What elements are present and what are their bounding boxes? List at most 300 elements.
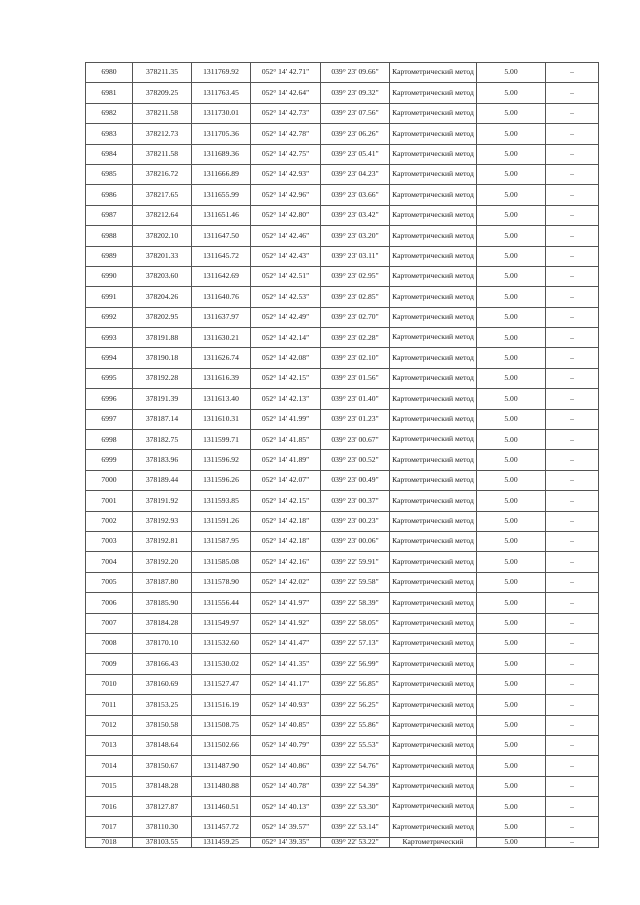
longitude-cell: 039° 22' 58.05" — [321, 613, 390, 633]
point-number-cell: 6995 — [86, 368, 133, 388]
note-cell: – — [546, 552, 599, 572]
point-number-cell: 6981 — [86, 83, 133, 103]
x-coordinate-cell: 378189.44 — [133, 470, 192, 490]
note-cell: – — [546, 409, 599, 429]
point-number-cell: 7015 — [86, 776, 133, 796]
longitude-cell: 039° 22' 58.39" — [321, 593, 390, 613]
x-coordinate-cell: 378212.73 — [133, 124, 192, 144]
x-coordinate-cell: 378191.39 — [133, 389, 192, 409]
point-number-cell: 7014 — [86, 756, 133, 776]
latitude-cell: 052° 14' 42.08" — [251, 348, 321, 368]
x-coordinate-cell: 378216.72 — [133, 164, 192, 184]
method-cell: Картометрический метод — [390, 287, 477, 307]
y-coordinate-cell: 1311459.25 — [192, 837, 251, 847]
latitude-cell: 052° 14' 40.78" — [251, 776, 321, 796]
latitude-cell: 052° 14' 40.79" — [251, 735, 321, 755]
note-cell: – — [546, 368, 599, 388]
x-coordinate-cell: 378148.64 — [133, 735, 192, 755]
latitude-cell: 052° 14' 42.15" — [251, 368, 321, 388]
y-coordinate-cell: 1311556.44 — [192, 593, 251, 613]
table-row — [86, 409, 599, 429]
y-coordinate-cell: 1311655.99 — [192, 185, 251, 205]
point-number-cell: 6991 — [86, 287, 133, 307]
table-row — [86, 389, 599, 409]
point-number-cell: 6984 — [86, 144, 133, 164]
accuracy-cell: 5.00 — [477, 837, 546, 847]
accuracy-cell: 5.00 — [477, 409, 546, 429]
accuracy-cell: 5.00 — [477, 613, 546, 633]
point-number-cell: 7003 — [86, 531, 133, 551]
method-cell: Картометрический метод — [390, 409, 477, 429]
note-cell: – — [546, 430, 599, 450]
note-cell: – — [546, 593, 599, 613]
point-number-cell: 7009 — [86, 654, 133, 674]
longitude-cell: 039° 22' 56.25" — [321, 695, 390, 715]
coordinates-table-container — [85, 62, 598, 848]
x-coordinate-cell: 378110.30 — [133, 817, 192, 837]
y-coordinate-cell: 1311651.46 — [192, 205, 251, 225]
accuracy-cell: 5.00 — [477, 450, 546, 470]
longitude-cell: 039° 22' 54.76" — [321, 756, 390, 776]
x-coordinate-cell: 378187.14 — [133, 409, 192, 429]
latitude-cell: 052° 14' 42.15" — [251, 491, 321, 511]
point-number-cell: 6986 — [86, 185, 133, 205]
note-cell: – — [546, 511, 599, 531]
y-coordinate-cell: 1311549.97 — [192, 613, 251, 633]
longitude-cell: 039° 23' 02.70" — [321, 307, 390, 327]
point-number-cell: 7002 — [86, 511, 133, 531]
method-cell: Картометрический метод — [390, 593, 477, 613]
x-coordinate-cell: 378211.35 — [133, 63, 192, 83]
note-cell: – — [546, 328, 599, 348]
latitude-cell: 052° 14' 42.02" — [251, 572, 321, 592]
method-cell: Картометрический метод — [390, 328, 477, 348]
note-cell: – — [546, 572, 599, 592]
table-row — [86, 654, 599, 674]
y-coordinate-cell: 1311596.92 — [192, 450, 251, 470]
table-row — [86, 450, 599, 470]
x-coordinate-cell: 378192.28 — [133, 368, 192, 388]
point-number-cell: 7000 — [86, 470, 133, 490]
longitude-cell: 039° 23' 03.20" — [321, 226, 390, 246]
latitude-cell: 052° 14' 41.89" — [251, 450, 321, 470]
method-cell: Картометрический метод — [390, 430, 477, 450]
method-cell: Картометрический метод — [390, 450, 477, 470]
longitude-cell: 039° 23' 02.28" — [321, 328, 390, 348]
latitude-cell: 052° 14' 42.71" — [251, 63, 321, 83]
latitude-cell: 052° 14' 41.17" — [251, 674, 321, 694]
note-cell: – — [546, 63, 599, 83]
x-coordinate-cell: 378103.55 — [133, 837, 192, 847]
note-cell: – — [546, 389, 599, 409]
table-row — [86, 797, 599, 817]
table-row — [86, 817, 599, 837]
note-cell: – — [546, 837, 599, 847]
accuracy-cell: 5.00 — [477, 63, 546, 83]
x-coordinate-cell: 378212.64 — [133, 205, 192, 225]
table-row — [86, 491, 599, 511]
method-cell: Картометрический метод — [390, 817, 477, 837]
table-row — [86, 307, 599, 327]
latitude-cell: 052° 14' 42.49" — [251, 307, 321, 327]
latitude-cell: 052° 14' 39.57" — [251, 817, 321, 837]
y-coordinate-cell: 1311642.69 — [192, 266, 251, 286]
note-cell: – — [546, 348, 599, 368]
accuracy-cell: 5.00 — [477, 389, 546, 409]
note-cell: – — [546, 287, 599, 307]
x-coordinate-cell: 378187.80 — [133, 572, 192, 592]
longitude-cell: 039° 23' 01.40" — [321, 389, 390, 409]
latitude-cell: 052° 14' 42.80" — [251, 205, 321, 225]
x-coordinate-cell: 378150.58 — [133, 715, 192, 735]
latitude-cell: 052° 14' 42.14" — [251, 328, 321, 348]
longitude-cell: 039° 22' 53.22" — [321, 837, 390, 847]
longitude-cell: 039° 23' 00.52" — [321, 450, 390, 470]
coordinates-table — [85, 62, 599, 848]
accuracy-cell: 5.00 — [477, 633, 546, 653]
longitude-cell: 039° 23' 00.49" — [321, 470, 390, 490]
method-cell: Картометрический метод — [390, 185, 477, 205]
accuracy-cell: 5.00 — [477, 103, 546, 123]
note-cell: – — [546, 226, 599, 246]
note-cell: – — [546, 246, 599, 266]
longitude-cell: 039° 23' 00.06" — [321, 531, 390, 551]
y-coordinate-cell: 1311585.08 — [192, 552, 251, 572]
latitude-cell: 052° 14' 40.86" — [251, 756, 321, 776]
note-cell: – — [546, 491, 599, 511]
latitude-cell: 052° 14' 41.47" — [251, 633, 321, 653]
table-row — [86, 185, 599, 205]
x-coordinate-cell: 378191.92 — [133, 491, 192, 511]
note-cell: – — [546, 185, 599, 205]
table-row — [86, 593, 599, 613]
y-coordinate-cell: 1311532.60 — [192, 633, 251, 653]
point-number-cell: 6989 — [86, 246, 133, 266]
longitude-cell: 039° 23' 09.66" — [321, 63, 390, 83]
method-cell: Картометрический метод — [390, 164, 477, 184]
point-number-cell: 7004 — [86, 552, 133, 572]
point-number-cell: 6994 — [86, 348, 133, 368]
longitude-cell: 039° 23' 01.56" — [321, 368, 390, 388]
point-number-cell: 7006 — [86, 593, 133, 613]
method-cell: Картометрический метод — [390, 552, 477, 572]
point-number-cell: 7011 — [86, 695, 133, 715]
point-number-cell: 7010 — [86, 674, 133, 694]
method-cell: Картометрический метод — [390, 715, 477, 735]
y-coordinate-cell: 1311616.39 — [192, 368, 251, 388]
longitude-cell: 039° 23' 09.32" — [321, 83, 390, 103]
method-cell: Картометрический метод — [390, 776, 477, 796]
latitude-cell: 052° 14' 41.85" — [251, 430, 321, 450]
y-coordinate-cell: 1311587.95 — [192, 531, 251, 551]
x-coordinate-cell: 378211.58 — [133, 144, 192, 164]
table-row — [86, 328, 599, 348]
accuracy-cell: 5.00 — [477, 511, 546, 531]
y-coordinate-cell: 1311630.21 — [192, 328, 251, 348]
longitude-cell: 039° 22' 57.13" — [321, 633, 390, 653]
method-cell: Картометрический метод — [390, 491, 477, 511]
note-cell: – — [546, 266, 599, 286]
longitude-cell: 039° 23' 02.85" — [321, 287, 390, 307]
table-row — [86, 776, 599, 796]
method-cell: Картометрический метод — [390, 368, 477, 388]
method-cell: Картометрический метод — [390, 695, 477, 715]
table-row — [86, 63, 599, 83]
latitude-cell: 052° 14' 42.13" — [251, 389, 321, 409]
method-cell: Картометрический метод — [390, 674, 477, 694]
method-cell: Картометрический метод — [390, 348, 477, 368]
x-coordinate-cell: 378185.90 — [133, 593, 192, 613]
accuracy-cell: 5.00 — [477, 368, 546, 388]
x-coordinate-cell: 378148.28 — [133, 776, 192, 796]
note-cell: – — [546, 695, 599, 715]
y-coordinate-cell: 1311530.02 — [192, 654, 251, 674]
y-coordinate-cell: 1311460.51 — [192, 797, 251, 817]
accuracy-cell: 5.00 — [477, 470, 546, 490]
point-number-cell: 7016 — [86, 797, 133, 817]
note-cell: – — [546, 674, 599, 694]
accuracy-cell: 5.00 — [477, 124, 546, 144]
x-coordinate-cell: 378201.33 — [133, 246, 192, 266]
method-cell: Картометрический метод — [390, 511, 477, 531]
y-coordinate-cell: 1311769.92 — [192, 63, 251, 83]
point-number-cell: 7005 — [86, 572, 133, 592]
table-row — [86, 164, 599, 184]
longitude-cell: 039° 23' 02.95" — [321, 266, 390, 286]
y-coordinate-cell: 1311645.72 — [192, 246, 251, 266]
accuracy-cell: 5.00 — [477, 348, 546, 368]
y-coordinate-cell: 1311516.19 — [192, 695, 251, 715]
point-number-cell: 6987 — [86, 205, 133, 225]
x-coordinate-cell: 378209.25 — [133, 83, 192, 103]
note-cell: – — [546, 735, 599, 755]
y-coordinate-cell: 1311593.85 — [192, 491, 251, 511]
accuracy-cell: 5.00 — [477, 185, 546, 205]
y-coordinate-cell: 1311502.66 — [192, 735, 251, 755]
y-coordinate-cell: 1311508.75 — [192, 715, 251, 735]
latitude-cell: 052° 14' 41.92" — [251, 613, 321, 633]
longitude-cell: 039° 23' 03.11" — [321, 246, 390, 266]
method-cell: Картометрический метод — [390, 246, 477, 266]
table-row — [86, 83, 599, 103]
latitude-cell: 052° 14' 42.64" — [251, 83, 321, 103]
latitude-cell: 052° 14' 42.16" — [251, 552, 321, 572]
x-coordinate-cell: 378192.81 — [133, 531, 192, 551]
y-coordinate-cell: 1311591.26 — [192, 511, 251, 531]
accuracy-cell: 5.00 — [477, 776, 546, 796]
latitude-cell: 052° 14' 42.18" — [251, 511, 321, 531]
x-coordinate-cell: 378184.28 — [133, 613, 192, 633]
note-cell: – — [546, 756, 599, 776]
y-coordinate-cell: 1311666.89 — [192, 164, 251, 184]
table-row — [86, 531, 599, 551]
y-coordinate-cell: 1311640.76 — [192, 287, 251, 307]
longitude-cell: 039° 23' 03.66" — [321, 185, 390, 205]
note-cell: – — [546, 531, 599, 551]
accuracy-cell: 5.00 — [477, 83, 546, 103]
x-coordinate-cell: 378204.26 — [133, 287, 192, 307]
longitude-cell: 039° 23' 02.10" — [321, 348, 390, 368]
table-row — [86, 470, 599, 490]
latitude-cell: 052° 14' 42.43" — [251, 246, 321, 266]
y-coordinate-cell: 1311689.36 — [192, 144, 251, 164]
method-cell: Картометрический метод — [390, 470, 477, 490]
longitude-cell: 039° 22' 55.53" — [321, 735, 390, 755]
table-row — [86, 266, 599, 286]
table-row — [86, 633, 599, 653]
x-coordinate-cell: 378191.88 — [133, 328, 192, 348]
note-cell: – — [546, 633, 599, 653]
longitude-cell: 039° 22' 55.86" — [321, 715, 390, 735]
latitude-cell: 052° 14' 41.97" — [251, 593, 321, 613]
accuracy-cell: 5.00 — [477, 654, 546, 674]
y-coordinate-cell: 1311610.31 — [192, 409, 251, 429]
point-number-cell: 6993 — [86, 328, 133, 348]
method-cell: Картометрический метод — [390, 124, 477, 144]
longitude-cell: 039° 22' 56.99" — [321, 654, 390, 674]
latitude-cell: 052° 14' 39.35" — [251, 837, 321, 847]
note-cell: – — [546, 124, 599, 144]
latitude-cell: 052° 14' 42.93" — [251, 164, 321, 184]
longitude-cell: 039° 23' 05.41" — [321, 144, 390, 164]
x-coordinate-cell: 378153.25 — [133, 695, 192, 715]
accuracy-cell: 5.00 — [477, 593, 546, 613]
method-cell: Картометрический метод — [390, 83, 477, 103]
longitude-cell: 039° 23' 00.37" — [321, 491, 390, 511]
x-coordinate-cell: 378203.60 — [133, 266, 192, 286]
y-coordinate-cell: 1311613.40 — [192, 389, 251, 409]
point-number-cell: 6992 — [86, 307, 133, 327]
point-number-cell: 6990 — [86, 266, 133, 286]
latitude-cell: 052° 14' 41.35" — [251, 654, 321, 674]
method-cell: Картометрический метод — [390, 572, 477, 592]
longitude-cell: 039° 23' 04.23" — [321, 164, 390, 184]
note-cell: – — [546, 103, 599, 123]
table-row — [86, 287, 599, 307]
latitude-cell: 052° 14' 42.75" — [251, 144, 321, 164]
note-cell: – — [546, 715, 599, 735]
accuracy-cell: 5.00 — [477, 674, 546, 694]
table-row — [86, 695, 599, 715]
method-cell: Картометрический метод — [390, 797, 477, 817]
point-number-cell: 6999 — [86, 450, 133, 470]
table-row — [86, 674, 599, 694]
accuracy-cell: 5.00 — [477, 328, 546, 348]
point-number-cell: 6982 — [86, 103, 133, 123]
note-cell: – — [546, 83, 599, 103]
point-number-cell: 7018 — [86, 837, 133, 847]
longitude-cell: 039° 22' 53.30" — [321, 797, 390, 817]
latitude-cell: 052° 14' 42.73" — [251, 103, 321, 123]
x-coordinate-cell: 378211.58 — [133, 103, 192, 123]
x-coordinate-cell: 378202.95 — [133, 307, 192, 327]
point-number-cell: 7008 — [86, 633, 133, 653]
point-number-cell: 6985 — [86, 164, 133, 184]
point-number-cell: 6980 — [86, 63, 133, 83]
method-cell: Картометрический метод — [390, 531, 477, 551]
accuracy-cell: 5.00 — [477, 246, 546, 266]
x-coordinate-cell: 378192.93 — [133, 511, 192, 531]
latitude-cell: 052° 14' 42.46" — [251, 226, 321, 246]
table-row — [86, 430, 599, 450]
y-coordinate-cell: 1311578.90 — [192, 572, 251, 592]
table-row — [86, 144, 599, 164]
table-row — [86, 715, 599, 735]
y-coordinate-cell: 1311705.36 — [192, 124, 251, 144]
x-coordinate-cell: 378170.10 — [133, 633, 192, 653]
accuracy-cell: 5.00 — [477, 491, 546, 511]
longitude-cell: 039° 23' 07.56" — [321, 103, 390, 123]
accuracy-cell: 5.00 — [477, 205, 546, 225]
accuracy-cell: 5.00 — [477, 287, 546, 307]
method-cell: Картометрический — [390, 837, 477, 847]
table-row — [86, 735, 599, 755]
table-row — [86, 348, 599, 368]
accuracy-cell: 5.00 — [477, 307, 546, 327]
accuracy-cell: 5.00 — [477, 572, 546, 592]
y-coordinate-cell: 1311457.72 — [192, 817, 251, 837]
accuracy-cell: 5.00 — [477, 164, 546, 184]
y-coordinate-cell: 1311527.47 — [192, 674, 251, 694]
note-cell: – — [546, 654, 599, 674]
method-cell: Картометрический метод — [390, 63, 477, 83]
note-cell: – — [546, 776, 599, 796]
x-coordinate-cell: 378150.67 — [133, 756, 192, 776]
y-coordinate-cell: 1311599.71 — [192, 430, 251, 450]
note-cell: – — [546, 164, 599, 184]
longitude-cell: 039° 23' 00.23" — [321, 511, 390, 531]
x-coordinate-cell: 378190.18 — [133, 348, 192, 368]
method-cell: Картометрический метод — [390, 144, 477, 164]
x-coordinate-cell: 378202.10 — [133, 226, 192, 246]
y-coordinate-cell: 1311626.74 — [192, 348, 251, 368]
longitude-cell: 039° 22' 59.58" — [321, 572, 390, 592]
x-coordinate-cell: 378127.87 — [133, 797, 192, 817]
note-cell: – — [546, 470, 599, 490]
longitude-cell: 039° 23' 06.26" — [321, 124, 390, 144]
point-number-cell: 7017 — [86, 817, 133, 837]
method-cell: Картометрический метод — [390, 226, 477, 246]
x-coordinate-cell: 378182.75 — [133, 430, 192, 450]
y-coordinate-cell: 1311637.97 — [192, 307, 251, 327]
table-row — [86, 511, 599, 531]
accuracy-cell: 5.00 — [477, 552, 546, 572]
accuracy-cell: 5.00 — [477, 715, 546, 735]
point-number-cell: 6997 — [86, 409, 133, 429]
latitude-cell: 052° 14' 42.18" — [251, 531, 321, 551]
note-cell: – — [546, 450, 599, 470]
x-coordinate-cell: 378166.43 — [133, 654, 192, 674]
x-coordinate-cell: 378160.69 — [133, 674, 192, 694]
longitude-cell: 039° 23' 00.67" — [321, 430, 390, 450]
accuracy-cell: 5.00 — [477, 430, 546, 450]
accuracy-cell: 5.00 — [477, 144, 546, 164]
point-number-cell: 7012 — [86, 715, 133, 735]
longitude-cell: 039° 23' 01.23" — [321, 409, 390, 429]
point-number-cell: 6983 — [86, 124, 133, 144]
y-coordinate-cell: 1311596.26 — [192, 470, 251, 490]
point-number-cell: 7013 — [86, 735, 133, 755]
latitude-cell: 052° 14' 42.53" — [251, 287, 321, 307]
accuracy-cell: 5.00 — [477, 797, 546, 817]
note-cell: – — [546, 307, 599, 327]
latitude-cell: 052° 14' 40.85" — [251, 715, 321, 735]
x-coordinate-cell: 378183.96 — [133, 450, 192, 470]
accuracy-cell: 5.00 — [477, 817, 546, 837]
accuracy-cell: 5.00 — [477, 756, 546, 776]
y-coordinate-cell: 1311487.90 — [192, 756, 251, 776]
longitude-cell: 039° 22' 59.91" — [321, 552, 390, 572]
